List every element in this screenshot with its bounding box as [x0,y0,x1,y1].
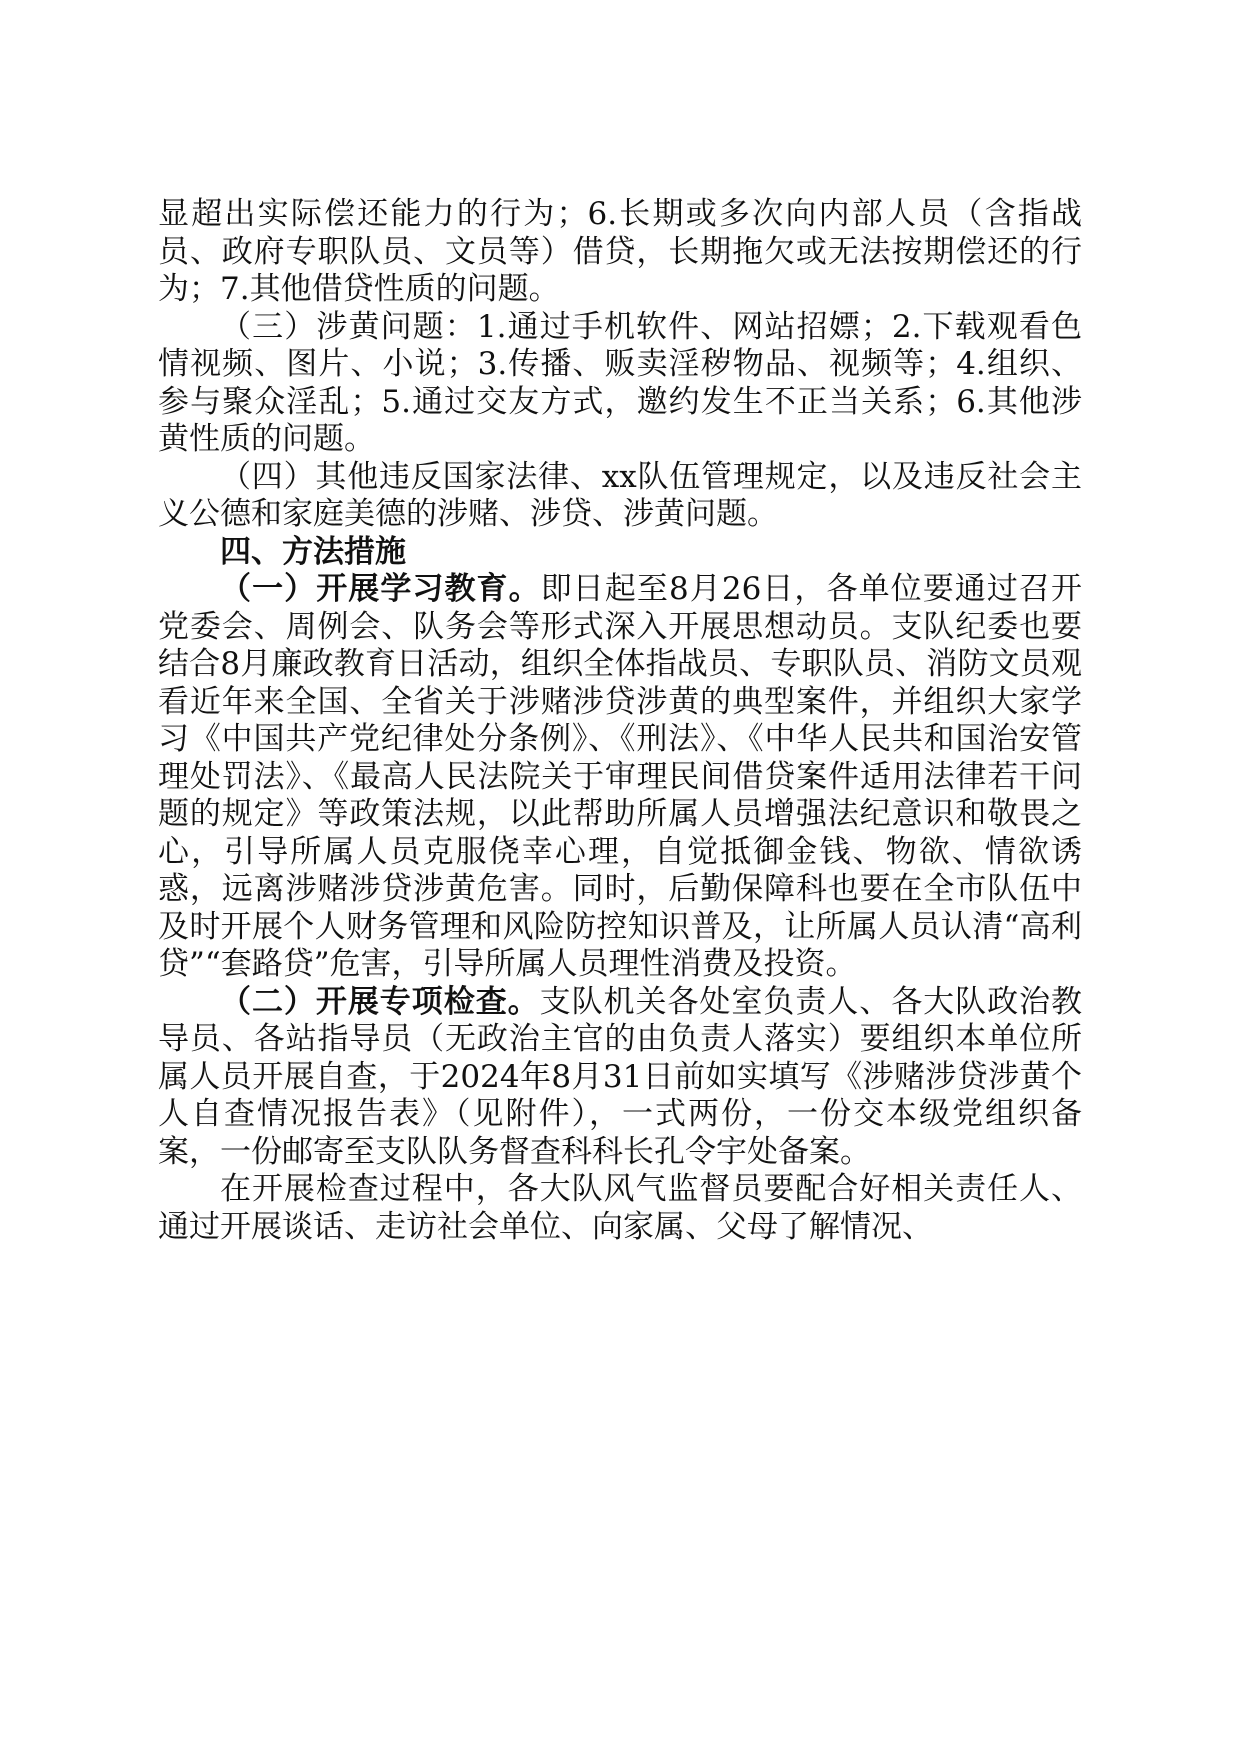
paragraph-porn-issues: （三）涉黄问题：1.通过手机软件、网站招嫖；2.下载观看色情视频、图片、小说；3.传播、贩卖淫秽物品、视频等；4.组织、参与聚众淫乱；5.通过交友方式，邀约发生不正当关系；6.其他涉黄性质的问题。 [158,308,1082,457]
paragraph-body-study-education: 即日起至8月26日，各单位要通过召开党委会、周例会、队务会等形式深入开展思想动员。支队纪委也要结合8月廉政教育日活动，组织全体指战员、专职队员、消防文员观看近年来全国、全省关于涉赌涉贷涉黄的典型案件，并组织大家学习《中国共产党纪律处分条例》、《刑法》、《中华人民共和国治安管理处罚法》、《最高人民法院关于审理民间借贷案件适用法律若干问题的规定》等政策法规，以此帮助所属人员增强法纪意识和敬畏之心，引导所属人员克服侥幸心理，自觉抵御金钱、物欲、情欲诱惑，远离涉赌涉贷涉黄危害。同时，后勤保障科也要在全市队伍中及时开展个人财务管理和风险防控知识普及，让所属人员认清“高利贷”“套路贷”危害，引导所属人员理性消费及投资。 [158,571,1082,982]
paragraph-inspection-process: 在开展检查过程中，各大队风气监督员要配合好相关责任人、通过开展谈话、走访社会单位、向家属、父母了解情况、 [158,1171,1082,1245]
paragraph-lead-study-education: （一）开展学习教育。 [220,571,541,607]
paragraph-other-violations: （四）其他违反国家法律、xx队伍管理规定，以及违反社会主义公德和家庭美德的涉赌、涉贷、涉黄问题。 [158,458,1082,532]
paragraph-special-inspection [158,984,1082,1172]
document-page [158,196,1082,1246]
section-heading-methods: 四、方法措施 [220,533,406,570]
paragraph-lead-special-inspection: （二）开展专项检查。 [220,983,540,1020]
paragraph-loan-items-continued: 显超出实际偿还能力的行为；6.长期或多次向内部人员（含指战员、政府专职队员、文员等）借贷，长期拖欠或无法按期偿还的行为；7.其他借贷性质的问题。 [158,196,1082,307]
paragraph-study-education [158,571,1082,984]
paragraph-body-special-inspection: 支队机关各处室负责人、各大队政治教导员、各站指导员（无政治主官的由负责人落实）要组织本单位所属人员开展自查，于2024年8月31日前如实填写《涉赌涉贷涉黄个人自查情况报告表》（见附件），一式两份，一份交本级党组织备案，一份邮寄至支队队务督查科科长孔令宇处备案。 [158,983,1083,1170]
